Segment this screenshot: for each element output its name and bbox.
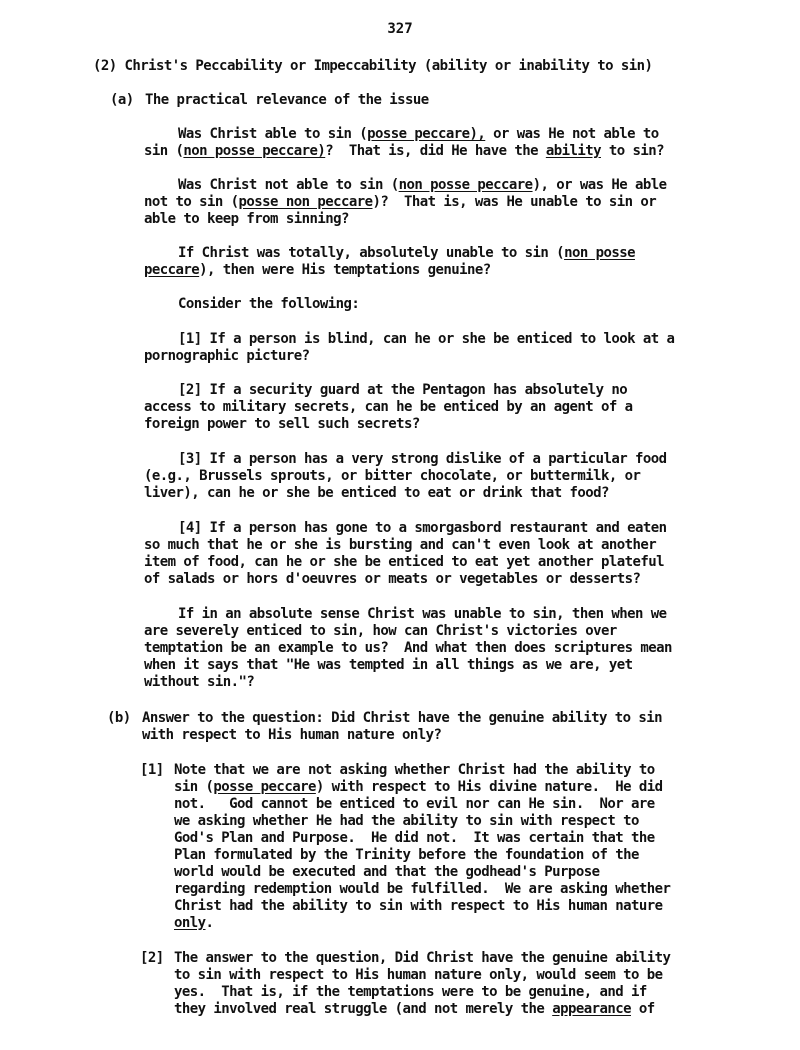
conclusion-line: when it says that "He was tempted in all things as we are, yet <box>144 657 633 673</box>
page-number: 327 <box>387 21 413 37</box>
paragraph-line: Was Christ not able to sin (non posse peccare), or was He able <box>178 177 667 193</box>
conclusion-line: without sin."? <box>144 674 255 690</box>
subsection-a-label: (a) <box>110 92 134 108</box>
example-line: so much that he or she is bursting and can't even look at another <box>144 537 657 553</box>
paragraph-line: sin (non posse peccare)? That is, did He have the ability to sin? <box>144 143 665 159</box>
paragraph-line: Was Christ able to sin (posse peccare), or was He not able to <box>178 126 659 142</box>
point-1-line: not. God cannot be enticed to evil nor can He sin. Nor are <box>174 796 655 812</box>
point-1-label: [1] <box>140 762 164 778</box>
example-line: [4] If a person has gone to a smorgasbord restaurant and eaten <box>178 520 667 536</box>
paragraph-line: If Christ was totally, absolutely unable to sin (non posse <box>178 245 635 261</box>
point-1-line: regarding redemption would be fulfilled. We are asking whether <box>174 881 671 897</box>
subsection-b-title: Answer to the question: Did Christ have the genuine ability to sin <box>142 710 662 726</box>
paragraph-line: able to keep from sinning? <box>144 211 349 227</box>
point-1-line: Plan formulated by the Trinity before the foundation of the <box>174 847 639 863</box>
subsection-a-title: The practical relevance of the issue <box>145 92 429 108</box>
conclusion-line: temptation be an example to us? And what then does scriptures mean <box>144 640 672 656</box>
point-2-line: yes. That is, if the temptations were to be genuine, and if <box>174 984 647 1000</box>
example-line: foreign power to sell such secrets? <box>144 416 420 432</box>
example-line: [2] If a security guard at the Pentagon has absolutely no <box>178 382 628 398</box>
conclusion-line: If in an absolute sense Christ was unable to sin, then when we <box>178 606 667 622</box>
point-1-line: we asking whether He had the ability to sin with respect to <box>174 813 639 829</box>
example-line: item of food, can he or she be enticed to eat yet another plateful <box>144 554 664 570</box>
point-1-line: world would be executed and that the godhead's Purpose <box>174 864 600 880</box>
example-line: pornographic picture? <box>144 348 310 364</box>
point-1-line: God's Plan and Purpose. He did not. It was certain that the <box>174 830 655 846</box>
point-1-line: Note that we are not asking whether Christ had the ability to <box>174 762 655 778</box>
point-1-line: only. <box>174 915 214 931</box>
point-2-line: to sin with respect to His human nature only, would seem to be <box>174 967 663 983</box>
example-line: access to military secrets, can he be enticed by an agent of a <box>144 399 633 415</box>
point-2-line: The answer to the question, Did Christ have the genuine ability <box>174 950 671 966</box>
point-1-line: sin (posse peccare) with respect to His divine nature. He did <box>174 779 663 795</box>
example-line: of salads or hors d'oeuvres or meats or vegetables or desserts? <box>144 571 641 587</box>
paragraph-line: peccare), then were His temptations genuine? <box>144 262 491 278</box>
subsection-b-label: (b) <box>107 710 131 726</box>
subsection-b-title: with respect to His human nature only? <box>142 727 442 743</box>
example-line: liver), can he or she be enticed to eat or drink that food? <box>144 485 609 501</box>
section-heading: (2) Christ's Peccability or Impeccability (ability or inability to sin) <box>93 58 653 74</box>
example-line: (e.g., Brussels sprouts, or bitter chocolate, or buttermilk, or <box>144 468 641 484</box>
example-line: [3] If a person has a very strong dislike of a particular food <box>178 451 667 467</box>
conclusion-line: are severely enticed to sin, how can Christ's victories over <box>144 623 617 639</box>
point-2-label: [2] <box>140 950 164 966</box>
point-1-line: Christ had the ability to sin with respect to His human nature <box>174 898 663 914</box>
paragraph-line: not to sin (posse non peccare)? That is, was He unable to sin or <box>144 194 657 210</box>
point-2-line: they involved real struggle (and not merely the appearance of <box>174 1001 655 1017</box>
example-line: [1] If a person is blind, can he or she be enticed to look at a <box>178 331 675 347</box>
consider-line: Consider the following: <box>178 296 360 312</box>
